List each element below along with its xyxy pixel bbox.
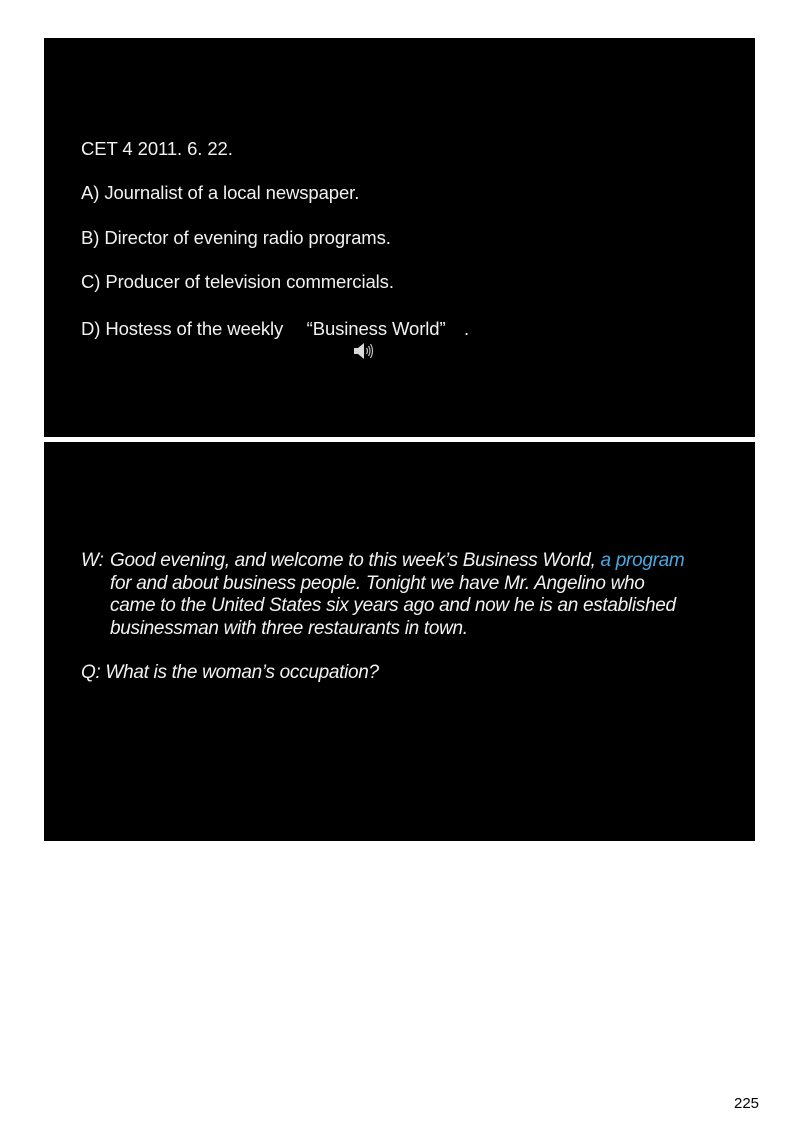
option-a: A) Journalist of a local newspaper. bbox=[81, 182, 360, 203]
highlighted-phrase: a program bbox=[600, 550, 685, 571]
transcript-line-1 bbox=[110, 550, 741, 573]
slide-question-options bbox=[44, 38, 755, 437]
question-line: Q: What is the woman’s occupation? bbox=[81, 662, 379, 683]
page-number: 225 bbox=[734, 1095, 760, 1112]
woman-line bbox=[81, 550, 741, 640]
slide-title: CET 4 2011. 6. 22. bbox=[81, 138, 233, 159]
speaker-icon[interactable] bbox=[353, 342, 375, 360]
option-b: B) Director of evening radio programs. bbox=[81, 227, 391, 248]
option-c: C) Producer of television commercials. bbox=[81, 271, 394, 292]
transcript-line-3: came to the United States six years ago and now he is an established bbox=[110, 595, 676, 616]
option-d: D) Hostess of the weekly “Business World” . bbox=[81, 318, 469, 339]
speaker-prefix: W: bbox=[81, 550, 104, 571]
transcript-dialog bbox=[81, 550, 741, 685]
transcript-line-1-text: Good evening, and welcome to this week’s Business World, bbox=[110, 550, 596, 571]
transcript-line-2: for and about business people. Tonight we have Mr. Angelino who bbox=[110, 572, 645, 594]
slide-transcript bbox=[44, 442, 755, 841]
transcript-line-4: businessman with three restaurants in town. bbox=[110, 617, 468, 639]
